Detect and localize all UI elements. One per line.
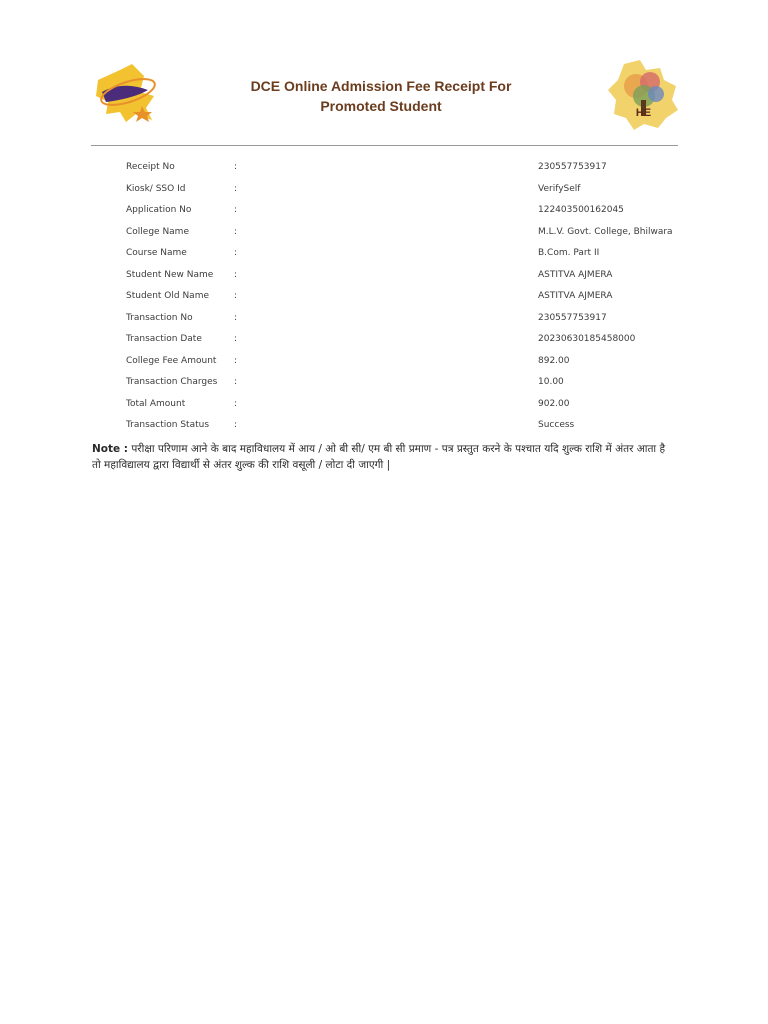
detail-label: College Fee Amount — [126, 355, 217, 366]
detail-separator: : — [234, 312, 238, 323]
detail-separator: : — [234, 269, 238, 280]
receipt-title — [200, 76, 562, 116]
detail-value: 20230630185458000 — [538, 334, 636, 344]
note-text: परीक्षा परिणाम आने के बाद महाविधालय में आय / ओ बी सी/ एम बी सी प्रमाण - पत्र प्रस्तुत करने के पश्चात यदि शुल्क राशि में अंतर आता है तो महाविद्यालय द्वारा विद्यार्थी से अंतर शुल्क की राशि वसूली / लोटा दी जाएगी | — [92, 443, 666, 471]
detail-separator: : — [234, 248, 238, 258]
detail-separator: : — [234, 162, 238, 172]
receipt-details — [0, 156, 768, 436]
detail-label: Student New Name — [126, 269, 214, 280]
detail-label: Transaction Charges — [126, 377, 218, 387]
higher-education-map-logo-icon — [606, 56, 682, 132]
detail-label: Total Amount — [126, 398, 186, 409]
detail-value: M.L.V. Govt. College, Bhilwara — [538, 226, 673, 237]
detail-label: College Name — [126, 226, 189, 237]
detail-separator: : — [234, 420, 238, 430]
detail-row — [0, 264, 768, 286]
logo-letters: HE — [635, 107, 652, 119]
detail-row — [0, 350, 768, 372]
detail-row — [0, 178, 768, 200]
detail-row — [0, 285, 768, 307]
detail-separator: : — [234, 183, 238, 194]
detail-label: Transaction Status — [126, 420, 210, 430]
detail-row — [0, 221, 768, 243]
detail-value: 902.00 — [538, 398, 570, 409]
detail-value: 230557753917 — [538, 162, 607, 172]
detail-value: 892.00 — [538, 355, 570, 366]
detail-label: Transaction No — [126, 312, 193, 323]
detail-value: ASTITVA AJMERA — [538, 269, 613, 280]
detail-row — [0, 393, 768, 415]
detail-separator: : — [234, 398, 238, 409]
detail-label: Kiosk/ SSO Id — [126, 183, 186, 194]
detail-separator: : — [234, 291, 238, 301]
detail-separator: : — [234, 205, 238, 215]
detail-label: Application No — [126, 205, 192, 215]
detail-row — [0, 328, 768, 350]
detail-value: 10.00 — [538, 377, 564, 387]
receipt-note — [92, 441, 677, 473]
detail-row — [0, 371, 768, 393]
detail-value: 122403500162045 — [538, 205, 624, 215]
detail-label: Course Name — [126, 248, 187, 258]
college-education-logo-icon — [92, 62, 162, 124]
detail-value: 230557753917 — [538, 312, 607, 323]
detail-separator: : — [234, 334, 238, 344]
detail-separator: : — [234, 226, 238, 237]
detail-value: ASTITVA AJMERA — [538, 291, 613, 301]
detail-value: Success — [538, 420, 575, 430]
header-divider — [91, 145, 678, 146]
detail-separator: : — [234, 355, 238, 366]
title-line-2: Promoted Student — [320, 98, 442, 114]
detail-row — [0, 414, 768, 436]
detail-label: Student Old Name — [126, 291, 209, 301]
detail-row — [0, 156, 768, 178]
detail-row — [0, 199, 768, 221]
detail-label: Receipt No — [126, 162, 175, 172]
detail-label: Transaction Date — [126, 334, 202, 344]
title-line-1: DCE Online Admission Fee Receipt For — [250, 78, 512, 94]
detail-row — [0, 242, 768, 264]
detail-value: B.Com. Part II — [538, 248, 600, 258]
note-label: Note : — [92, 443, 128, 455]
detail-row — [0, 307, 768, 329]
detail-value: VerifySelf — [538, 183, 581, 194]
detail-separator: : — [234, 377, 238, 387]
